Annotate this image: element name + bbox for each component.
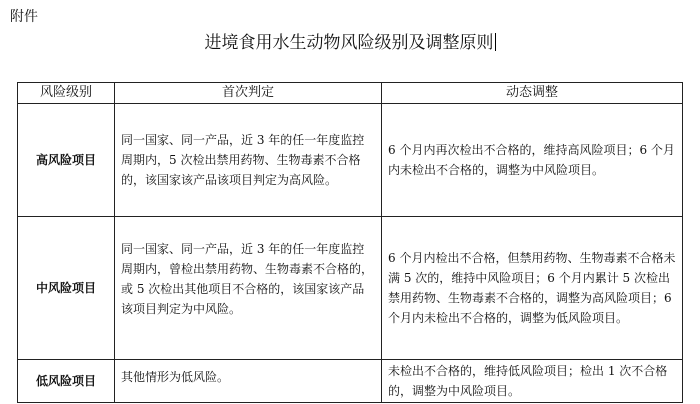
first-judgment-cell bbox=[115, 360, 382, 403]
header-risk-level: 风险级别 bbox=[18, 83, 115, 104]
header-first-judgment: 首次判定 bbox=[115, 83, 382, 104]
first-judgment-cell bbox=[115, 217, 382, 360]
document-title-text: 进境食用水生动物风险级别及调整原则 bbox=[204, 33, 494, 53]
document-title bbox=[0, 28, 700, 53]
annex-label: 附件 bbox=[10, 9, 38, 25]
text-cursor bbox=[495, 33, 496, 51]
dynamic-adjustment-text: 6 个月内再次检出不合格的，维持高风险项目；6 个月内未检出不合格的，调整为中风险项目。 bbox=[388, 143, 675, 177]
first-judgment-cell bbox=[115, 104, 382, 217]
risk-level-cell: 高风险项目 bbox=[18, 104, 115, 217]
risk-level-cell: 低风险项目 bbox=[18, 360, 115, 403]
dynamic-adjustment-text: 未检出不合格的，维持低风险项目；检出 1 次不合格的，调整为中风险项目。 bbox=[388, 364, 668, 398]
table-row-medium-risk bbox=[18, 217, 683, 360]
table-row-high-risk bbox=[18, 104, 683, 217]
dynamic-adjustment-text: 6 个月内检出不合格，但禁用药物、生物毒素不合格未满 5 次的，维持中风险项目；6 个月内累计 5 次检出禁用药物、生物毒素不合格的，调整为高风险项目；6 个月内未检出不合格的，调整为低风险项目。 bbox=[388, 251, 676, 325]
dynamic-adjustment-cell bbox=[382, 217, 683, 360]
first-judgment-text: 其他情形为低风险。 bbox=[121, 370, 230, 384]
risk-level-table bbox=[17, 82, 683, 403]
header-dynamic-adjustment: 动态调整 bbox=[382, 83, 683, 104]
table-header-row bbox=[18, 83, 683, 104]
risk-level-cell: 中风险项目 bbox=[18, 217, 115, 360]
dynamic-adjustment-cell bbox=[382, 104, 683, 217]
first-judgment-text: 同一国家、同一产品，近 3 年的任一年度监控周期内，曾检出禁用药物、生物毒素不合格的，或 5 次检出其他项目不合格的，该国家该产品该项目判定为中风险。 bbox=[121, 242, 374, 316]
dynamic-adjustment-cell bbox=[382, 360, 683, 403]
table-row-low-risk bbox=[18, 360, 683, 403]
first-judgment-text: 同一国家、同一产品，近 3 年的任一年度监控周期内，5 次检出禁用药物、生物毒素不合格的，该国家该产品该项目判定为高风险。 bbox=[121, 133, 365, 187]
